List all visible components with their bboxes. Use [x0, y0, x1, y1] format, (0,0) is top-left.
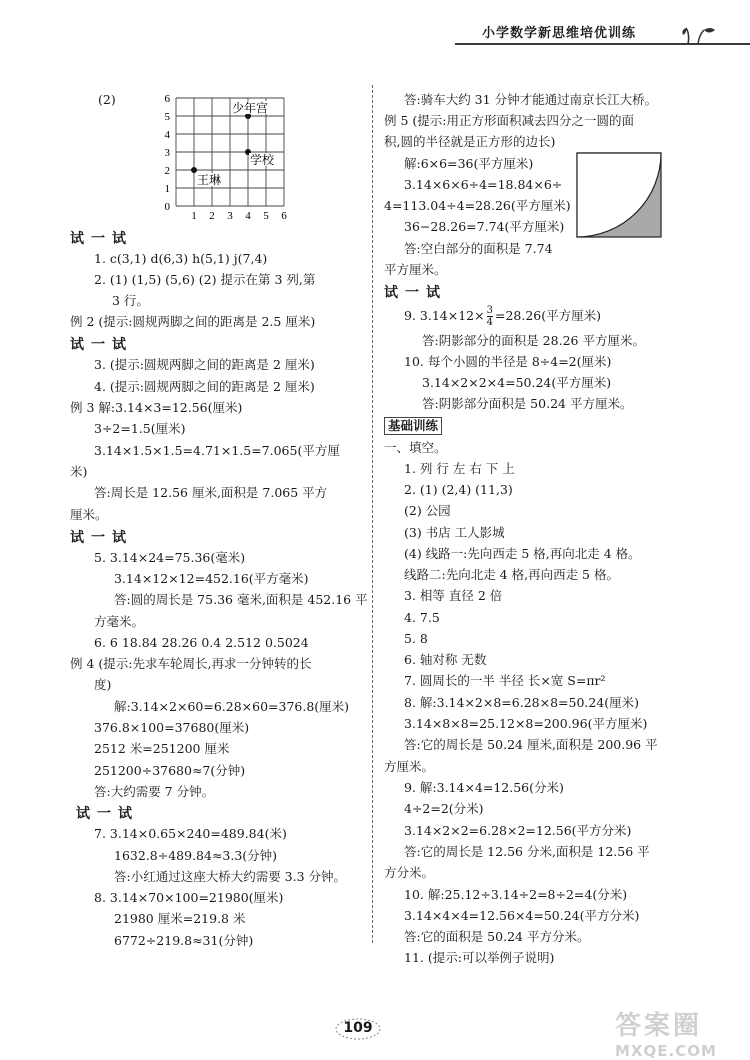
section-heading: 试一试	[70, 530, 133, 546]
section-heading-basic-training	[384, 415, 442, 437]
page-number	[334, 1017, 382, 1041]
answer-line: 2. (1) (1,5) (5,6) (2) 提示在第 3 列,第	[94, 272, 316, 287]
section-heading: 试一试	[384, 285, 447, 301]
y-tick-label: 4	[164, 129, 170, 141]
answer-line	[404, 305, 601, 328]
quarter-circle-figure	[576, 152, 662, 238]
chart-label: (2)	[98, 92, 116, 107]
x-tick-label: 2	[209, 210, 215, 220]
coordinate-grid-chart	[152, 88, 302, 220]
answer-line: 8. 解:3.14×2×8=6.28×8=50.24(厘米)	[404, 695, 640, 710]
answer-line: 答:阴影部分的面积是 28.26 平方厘米。	[422, 333, 645, 348]
answer-line: 3.14×8×8=25.12×8=200.96(平方厘米)	[404, 716, 648, 731]
answer-line: 21980 厘米=219.8 米	[114, 911, 246, 926]
section-heading: 试一试	[70, 337, 133, 353]
answer-line: 10. 每个小圆的半径是 8÷4=2(厘米)	[404, 354, 612, 369]
answer-line: 5. 8	[404, 631, 428, 646]
x-tick-label: 6	[281, 210, 287, 220]
basic-training-label: 基础训练	[384, 417, 442, 435]
answer-line: 度)	[94, 677, 112, 692]
example-line: 例 3 解:3.14×3=12.56(厘米)	[70, 400, 243, 415]
answer-line: (3) 书店 工人影城	[404, 525, 505, 540]
answer-line: 2. (1) (2,4) (11,3)	[404, 482, 513, 497]
point-label: 少年宫	[232, 101, 269, 115]
page-header	[0, 0, 750, 52]
answer-line: 251200÷37680≈7(分钟)	[94, 763, 246, 778]
answer-line: 6. 6 18.84 28.26 0.4 2.512 0.5024	[94, 635, 309, 650]
answer-line: 答:大约需要 7 分钟。	[94, 784, 215, 799]
answer-line: 一、填空。	[384, 440, 447, 455]
example-line: 例 5 (提示:用正方形面积减去四分之一圆的面	[384, 113, 634, 128]
answer-line: 4÷2=2(分米)	[404, 801, 484, 816]
answer-line: 7. 圆周长的一半 半径 长×宽 S=πr²	[404, 673, 606, 688]
example-line: 例 2 (提示:圆规两脚之间的距离是 2.5 厘米)	[70, 314, 316, 329]
answer-line: 方毫米。	[94, 614, 145, 629]
answer-line: 4. (提示:圆规两脚之间的距离是 2 厘米)	[94, 379, 315, 394]
answer-line: 方厘米。	[384, 759, 435, 774]
answer-line: 7. 3.14×0.65×240=489.84(米)	[94, 826, 287, 841]
answer-line: 8. 3.14×70×100=21980(厘米)	[94, 890, 284, 905]
answer-line: 11. (提示:可以举例子说明)	[404, 950, 555, 965]
expression-part: 9. 3.14×12×	[404, 308, 485, 323]
answer-line: 答:它的周长是 50.24 厘米,面积是 200.96 平	[404, 737, 658, 752]
answer-line: 1632.8÷489.84≈3.3(分钟)	[114, 848, 278, 863]
answer-line: 6772÷219.8≈31(分钟)	[114, 933, 254, 948]
answer-line: 3. 相等 直径 2 倍	[404, 588, 503, 603]
answer-line: 3. (提示:圆规两脚之间的距离是 2 厘米)	[94, 357, 315, 372]
answer-line: 答:阴影部分面积是 50.24 平方厘米。	[422, 396, 633, 411]
answer-line: 9. 解:3.14×4=12.56(分米)	[404, 780, 564, 795]
answer-line: 6. 轴对称 无数	[404, 652, 487, 667]
y-tick-label: 3	[164, 147, 170, 159]
answer-line: 3.14×6×6÷4=18.84×6÷	[404, 177, 563, 192]
answer-line: 答:圆的周长是 75.36 毫米,面积是 452.16 平	[114, 592, 368, 607]
answer-line: 答:骑车大约 31 分钟才能通过南京长江大桥。	[404, 92, 658, 107]
answer-line: 解:3.14×2×60=6.28×60=376.8(厘米)	[114, 699, 350, 714]
y-tick-label: 6	[164, 93, 170, 105]
watermark-line2: MXQE.COM	[615, 1042, 717, 1060]
section-heading: 试一试	[70, 231, 133, 247]
answer-line: 5. 3.14×24=75.36(毫米)	[94, 550, 246, 565]
y-tick-label: 2	[164, 165, 170, 177]
fraction-denominator: 4	[486, 317, 493, 328]
answer-line: 3.14×1.5×1.5=4.71×1.5=7.065(平方厘	[94, 443, 340, 458]
point-label: 王琳	[197, 173, 222, 187]
answer-line: 答:它的面积是 50.24 平方分米。	[404, 929, 590, 944]
answer-line: 1. c(3,1) d(6,3) h(5,1) j(7,4)	[94, 251, 268, 266]
answer-line: 答:小红通过这座大桥大约需要 3.3 分钟。	[114, 869, 347, 884]
expression-result: =28.26(平方厘米)	[494, 308, 601, 323]
column-divider	[372, 85, 373, 943]
answer-line: 3÷2=1.5(厘米)	[94, 421, 186, 436]
watermark	[615, 1005, 717, 1060]
x-tick-label: 5	[263, 210, 269, 220]
example-line: 例 4 (提示:先求车轮周长,再求一分钟转的长	[70, 656, 312, 671]
answer-line: 376.8×100=37680(厘米)	[94, 720, 250, 735]
answer-line: 3.14×2×2×4=50.24(平方厘米)	[422, 375, 612, 390]
answer-line: 积,圆的半径就是正方形的边长)	[384, 134, 556, 149]
answer-line: 4. 7.5	[404, 610, 440, 625]
point-label: 学校	[250, 153, 275, 167]
answer-line: 4=113.04÷4=28.26(平方厘米)	[384, 198, 571, 213]
answer-line: 1. 列 行 左 右 下 上	[404, 461, 515, 476]
y-tick-label: 1	[164, 183, 170, 195]
page-number-text: 109	[343, 1020, 373, 1036]
answer-line: 3 行。	[112, 293, 149, 308]
answer-line: 答:周长是 12.56 厘米,面积是 7.065 平方	[94, 485, 328, 500]
answer-line: (2) 公园	[404, 503, 451, 518]
answer-line: 3.14×2×2=6.28×2=12.56(平方分米)	[404, 823, 632, 838]
book-title: 小学数学新思维培优训练	[482, 26, 637, 41]
fraction-numerator: 3	[486, 305, 493, 316]
watermark-line1: 答案圈	[615, 1011, 703, 1041]
answer-line: 答:它的周长是 12.56 分米,面积是 12.56 平	[404, 844, 650, 859]
answer-line: 10. 解:25.12÷3.14÷2=8÷2=4(分米)	[404, 887, 628, 902]
answer-line: 2512 米=251200 厘米	[94, 741, 230, 756]
answer-line: 平方厘米。	[384, 262, 447, 277]
section-heading: 试一试	[76, 806, 139, 822]
answer-line: 厘米。	[70, 507, 108, 522]
answer-line: 米)	[70, 464, 88, 479]
y-tick-label: 5	[164, 111, 170, 123]
x-tick-label: 1	[191, 210, 197, 220]
answer-line: 36−28.26=7.74(平方厘米)	[404, 219, 565, 234]
answer-line: 解:6×6=36(平方厘米)	[404, 156, 534, 171]
answer-line: 方分米。	[384, 865, 435, 880]
y-tick-label: 0	[164, 201, 170, 213]
answer-line: (4) 线路一:先向西走 5 格,再向北走 4 格。	[404, 546, 641, 561]
answer-line: 答:空白部分的面积是 7.74	[404, 241, 553, 256]
answer-line: 线路二:先向北走 4 格,再向西走 5 格。	[404, 567, 619, 582]
x-tick-label: 4	[245, 210, 251, 220]
sprout-icon	[682, 24, 722, 46]
answer-line: 3.14×4×4=12.56×4=50.24(平方分米)	[404, 908, 640, 923]
answer-line: 3.14×12×12=452.16(平方毫米)	[114, 571, 309, 586]
fraction-three-quarters	[487, 305, 493, 328]
x-tick-label: 3	[227, 210, 233, 220]
